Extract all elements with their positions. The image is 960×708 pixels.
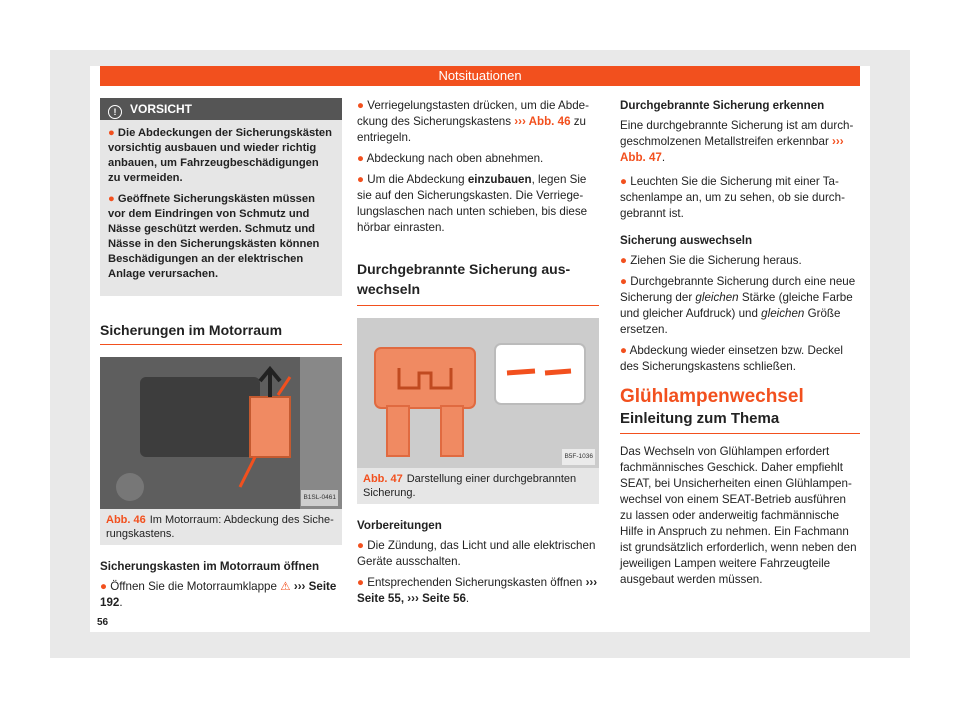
- caution-header: [100, 98, 342, 120]
- engine-bay-illustration: [100, 357, 342, 509]
- figure-caption: Abb. 46 Im Motorraum: Abdeckung des Sicherungskastens.: [100, 509, 342, 545]
- page-number: 56: [97, 617, 109, 628]
- figure-caption: Abb. 47 Darstellung einer durchgebrannten Sicherung.: [357, 468, 599, 504]
- list-item: ● Durchgebrannte Sicherung durch eine neue Sicherung der gleichen Stärke (gleiche Farbe und gleicher Aufdruck) und gleichen Größe ersetzen.: [620, 275, 856, 336]
- list-item: ● Entsprechenden Sicherungskasten öffnen ››› Seite 55, ››› Seite 56.: [357, 576, 598, 605]
- column-2: [357, 98, 599, 612]
- column-3: [620, 98, 860, 596]
- caution-title: VORSICHT: [130, 102, 193, 116]
- page-link[interactable]: ››› Seite 192: [100, 580, 337, 609]
- list-item: ● Abdeckung wieder einsetzen bzw. Deckel des Sicherungskastens schließen.: [620, 344, 843, 373]
- subheading-open-fusebox: Sicherungskasten im Motorraum öffnen: [100, 560, 320, 573]
- section-title-intro: Einleitung zum Thema: [620, 411, 860, 434]
- figure-code: B1SL-0461: [301, 490, 338, 506]
- list-item: ● Leuchten Sie die Sicherung mit einer Taschenlampe an, um zu sehen, ob sie durchgebrannt ist.: [620, 175, 845, 220]
- subheading-preparations: Vorbereitungen: [357, 519, 442, 532]
- chapter-title: Glühlampenwechsel: [620, 386, 804, 407]
- list-item: ● Öffnen Sie die Motorraumklappe ⚠ ››› Seite 192.: [100, 580, 337, 609]
- fuse-figure: [357, 318, 599, 468]
- warning-triangle-icon: ⚠: [280, 580, 291, 593]
- paragraph: Eine durchgebrannte Sicherung ist am durchgeschmolzenen Metallstreifen erkennbar ››› Abb. 47.: [620, 119, 854, 164]
- caution-box: [100, 98, 342, 296]
- info-icon: !: [108, 105, 122, 119]
- caution-item: ● Die Abdeckungen der Sicherungskästen vorsichtig ausbauen und wieder richtig anbauen, um Fahrzeugbeschädigungen zu vermeiden.: [108, 127, 332, 184]
- figure-code: B5F-1036: [562, 449, 595, 465]
- caution-item: ● Geöffnete Sicherungskästen müssen vor dem Eindringen von Schmutz und Nässe geschützt werden. Schmutz und Nässe in den Sicherungskästen können Beschädigungen an der elektrischen Anlage verursachen.: [108, 193, 320, 280]
- blown-fuse-illustration: [357, 318, 599, 468]
- section-title-motorraum: Sicherungen im Motorraum: [100, 322, 342, 345]
- list-item: ● Die Zündung, das Licht und alle elektrischen Geräte ausschalten.: [357, 539, 596, 568]
- engine-fusebox-figure: [100, 357, 342, 509]
- list-item: ● Ziehen Sie die Sicherung heraus.: [620, 254, 802, 267]
- chapter-header: Notsituationen: [100, 66, 860, 86]
- page-link[interactable]: ››› Seite 55, ››› Seite 56: [357, 576, 598, 605]
- list-item: ● Um die Abdeckung einzubauen, legen Sie sie auf den Sicherungskasten. Die Verriegelungslaschen nach unten schieben, bis diese hörbar einrasten.: [357, 173, 588, 234]
- section-title-fuse-replace: Durchgebrannte Sicherung auswechseln: [357, 259, 599, 306]
- subheading-detect: Durchgebrannte Sicherung erkennen: [620, 99, 825, 112]
- figure-link[interactable]: ››› Abb. 46: [514, 115, 571, 128]
- list-item: ● Verriegelungstasten drücken, um die Abdeckung des Sicherungskastens ››› Abb. 46 zu entriegeln.: [357, 99, 589, 144]
- subheading-replace: Sicherung auswechseln: [620, 234, 753, 247]
- paragraph: Das Wechseln von Glühlampen erfordert fachmännisches Geschick. Daher empfiehlt SEAT, bei Unsicherheiten einen Glühlampenwechsel von einem SEAT-Betrieb ausführen zu lassen oder anderweitig fachmännische Hilfe in Anspruch zu nehmen. Ein Fachmann ist grundsätzlich erforderlich, wenn neben den jeweiligen Lampen weitere Fahrzeugteile ausgebaut werden müssen.: [620, 445, 857, 586]
- column-1: [100, 98, 342, 616]
- figure-link[interactable]: ››› Abb. 47: [620, 135, 844, 164]
- caution-body: [100, 120, 342, 296]
- list-item: ● Abdeckung nach oben abnehmen.: [357, 152, 544, 165]
